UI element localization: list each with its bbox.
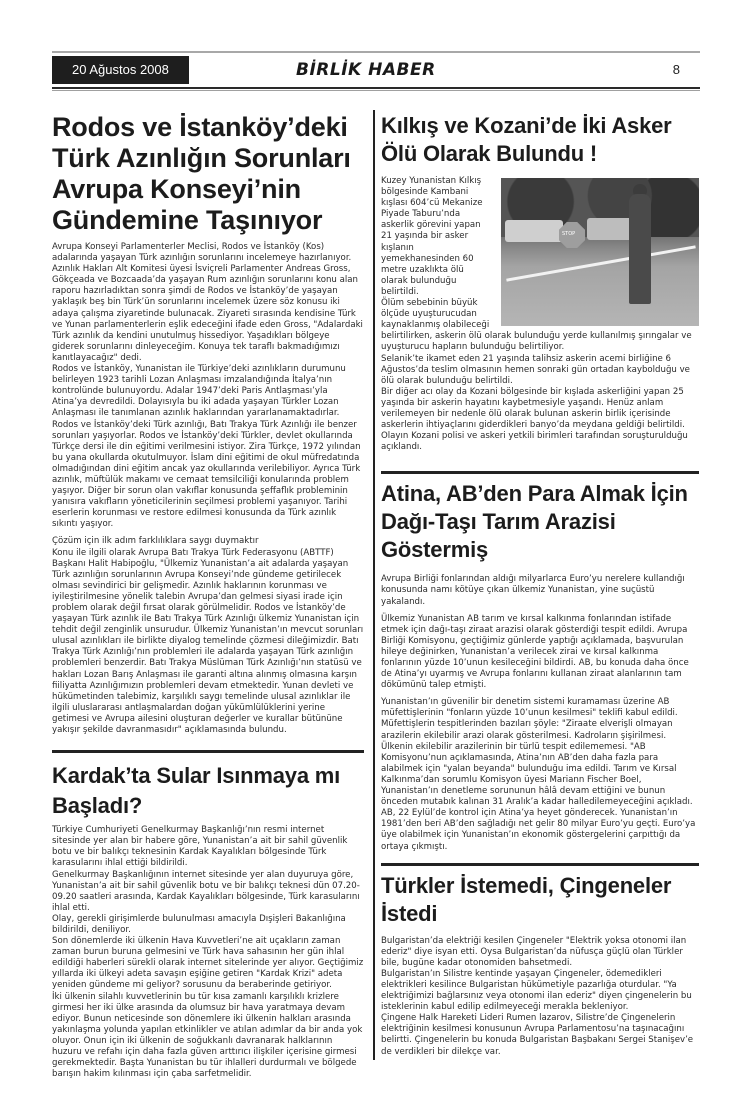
article-paragraph: Yunanistan’ın güvenilir bir denetim sistemi kuramaması üzerine AB müfettişlerinin "fonların yüzde 10’unun kesilmesi" teklifi kabul edildi. Müfettişlerin tespitlerinden bazıları şöyle: "Ziraate elverişli olmayan arazilerin ekilebilir arazi olarak gösterilmesi. Kadroların şişirilmesi. Ülkenin ekilebilir arazilerinin bir türlü tespit edilememesi. "AB Komisyonu’nun açıklamasında, Atina’nın AB’den daha fazla para alabilmek için "yalan beyanda" bulunduğu ima edildi. Tarım ve Kırsal Kalkınma’dan sorumlu Komisyon üyesi Mariann Fischer Boel, Yunanistan’ın denetleme sorununun hâlâ devam ettiğini ve bunun önceden mutabık kalınan 31 Aralık’a kadar halledilemeyeceğini açıkladı. AB, 22 Eylül’de kontrol için Atina’ya heyet gönderecek. Yunanistan’ın 1981’den beri AB’den sağladığı net gelir 80 milyar Euro’yu geçti. Euro’ya üye olabilmek için Yunanistan’ın ekonomik göstergelerini çarpıttığı da ortaya çıkmıştı. <box>381 697 696 852</box>
article-kilkis <box>381 112 699 453</box>
article-turkler <box>381 872 699 1058</box>
article-body <box>52 825 364 1080</box>
article-paragraph: Ölüm sebebinin büyük ölçüde uyuşturucudan kaynaklanmış olabileceği belirtilirken, askerin ölü olarak bulunduğu yerde kullanılmış şırıngalar ve uyuşturucu hapların bulunduğu belirtiliyor. <box>381 298 692 353</box>
article-separator <box>381 863 699 866</box>
news-photo <box>501 178 699 326</box>
article-headline: Rodos ve İstanköy’deki Türk Azınlığın Sorunları Avrupa Konseyi’nin Gündemine Taşınıyor <box>52 112 351 235</box>
right-column <box>381 104 699 1058</box>
article-separator <box>52 750 364 753</box>
photo-soldier <box>629 194 651 304</box>
article-paragraph: Selanik’te ikamet eden 21 yaşında talihsiz askerin acemi birliğine 6 Ağustos’da teslim olmasının hemen sonraki gün ortadan kaybolduğu ve ölü olarak bulunduğu belirtildi. <box>381 353 690 386</box>
article-headline: Kılkış ve Kozani’de İki Asker Ölü Olarak Bulundu ! <box>381 113 672 166</box>
page-number: 8 <box>672 62 680 77</box>
photo-barrier <box>506 245 696 281</box>
article-paragraph: Olay, gerekli girişimlerde bulunulması amacıyla Dışişleri Bakanlığına bildirildi, deniliyor. <box>52 913 346 935</box>
article-paragraph: Bulgaristan’da elektriği kesilen Çingeneler "Elektrik yoksa otonomi ilan ederiz" diye isyan etti. Oysa Bulgaristan’da nüfusça güçlü olan Türkler bile, bugüne kadar otonomiden bahsetmedi. <box>381 935 687 968</box>
article-paragraph: Bir diğer acı olay da Kozani bölgesinde bir kışlada askerliğini yapan 25 yaşında bir askerin hayatını kaybetmesiyle yaşandı. Henüz anlam verilemeyen bir nedenle ölü olarak bulunan askerin birlik içerisinde askerlerin ihtiyaçlarını giderdikleri banyo’da meydana geldiği belirtildi. Olayın Kozani polisi ve askeri yetkili birimleri tarafından soruşturulduğu açıklandı. <box>381 386 688 453</box>
stop-sign-text: STOP <box>562 231 576 237</box>
article-paragraph: Rodos ve İstanköy, Yunanistan ile Türkiye’deki azınlıkların durumunu belirleyen 1923 tarihli Lozan Anlaşması imzalandığında İtalya’nın kontrolünde bulunuyordu. Adalar 1947’deki Paris Antlaşması’yla Atina’ya devredildi. Dolayısıyla bu iki adada yaşayan Türkler Lozan Anlaşması ile tanımlanan azınlık haklarından yararlanamaktadırlar. Rodos ve İstanköy’deki Türk azınlığı, Batı Trakya Türk Azınlığı ile benzer sorunları yaşıyorlar. Rodos ve İstanköy’deki Türkler, devlet okullarında Türkçe dersi ile din eğitimi verilmesini istiyor. Zira Türkçe, 1972 yılından bu yana okullarda okutulmuyor. İslam dini eğitimi de okul müfredatında olmadığından dini eğitim ancak yaz okullarında verilebiliyor. Ayrıca Türk azınlık, müftülük makamı ve cemaat temsilciliği konularında problem yaşıyor. Diğer bir sorun olan vakıflar konusunda şeffaflık probleminin yanısıra vakıfların yöneticilerinin seçilmesi problemi yaşanıyor. Tarihi eserlerin korunması ve restore edilmesi konusunda da Türk azınlık sıkıntı yaşıyor. <box>52 364 361 530</box>
article-paragraph: Konu ile ilgili olarak Avrupa Batı Trakya Türk Federasyonu (ABTTF) Başkanı Halit Habipoğlu, "Ülkemiz Yunanistan’a ait adalarda yaşayan Türk azınlığın sorunlarının Avrupa Konseyi’nde gündeme getirilecek olması sevindirici bir gelişmedir. Azınlık haklarının korunması ve iyileştirilmesine yönelik talebin Avrupa’dan gelmesi siyasi irade için problem olarak değil fırsat olarak görülmelidir. Rodos ve İstanköy’de yaşayan Türk azınlık ile Batı Trakya Türk Azınlığı ülkemiz Yunanistan için tehdit değil zenginlik unsurudur. Ülkemiz Yunanistan’ın mevcut sorunları ulusal azınlıkları ile birlikte diyalog temelinde çözmesi dileğimizdir. Batı Trakya Türk Azınlığı’nın problemleri ile adalarda yaşayan Türk azınlığın problemleri benzerdir. Batı Trakya Müslüman Türk Azınlığı’nın statüsü ve hakları Lozan Barış Anlaşması ile garanti altına alınmış olmasına karşın fiiliyatta Azınlığımızın problemleri devam etmektedir. Yunan devleti ve hükümetinden talebimiz, karşılıklı saygı temelinde ulusal azınlıklar ile ilgili uluslararası antlaşmalardan doğan yükümlülüklerini yerine getimesi ve Avrupa ailesini oluşturan değerler ve kurallar bütününe yakışır şekilde davranmasıdır" açıklamasında bulundu. <box>52 547 364 736</box>
article-atina <box>381 480 699 852</box>
article-paragraph: Son dönemlerde iki ülkenin Hava Kuvvetleri’ne ait uçakların zaman zaman burun buruna gelmesini ve Türk hava sahasının her gün ihlal edildiği haberleri sürekli olarak internet sitelerinde yer alıyor. Geçtiğimiz yıllarda iki ülkeyi adeta savaşın eşiğine getiren "Kardak Krizi" adeta yeniden gündeme mi geliyor? sorusunu da beraberinde getiriyor. <box>52 936 364 991</box>
article-paragraph: Ülkemiz Yunanistan AB tarım ve kırsal kalkınma fonlarından istifade etmek için dağı-taşı ziraat arazisi olarak gösterdiği tespit edildi. Avrupa Birliği Komisyonu, geçtiğimiz günlerde yaptığı açıklamada, başvurulan hileye değinirken, Yunanistan’a verilecek zirai ve kırsal kalkınma fonlarının yüzde 10’unun kesileceğini bildirdi. AB, bu konuda daha önce de Atina’yı uyarmış ve Avrupa fonlarını kullanan ziraat alanlarının tam dökümünü talep etmişti. <box>381 613 689 691</box>
article-paragraph: Türkiye Cumhuriyeti Genelkurmay Başkanlığı’nın resmi internet sitesinde yer alan bir habere göre, Yunanistan’a ait bir sahil güvenlik botu ve bir balıkçı teknesinin Kardak Kayalıkları bölgesinde Türk karasularını ihlal ettiği bildirildi. <box>52 825 348 869</box>
article-paragraph: Genelkurmay Başkanlığının internet sitesinde yer alan duyuruya göre, Yunanistan’a ait bir sahil güvenlik botu ve bir balıkçı teknesi dün 07.20-09.20 saatleri arasında, Kardak Kayalıkları bölgesinde, Türk karasularını ihlal etti. <box>52 869 360 913</box>
article-subheading: Çözüm için ilk adım farklılıklara saygı duymaktır <box>52 536 259 547</box>
article-paragraph: Bulgaristan’ın Silistre kentinde yaşayan Çingeneler, ödemedikleri elektrikleri kesilince Bulgaristan hükümetiyle pazarlığa oturdular. "Ya elektriğimizi bağlarsınız veya otonomi ilan ederiz" diyen çingenelerin bu isteklerinin kabul edilip edilmeyeceği merakla bekleniyor. <box>381 968 692 1013</box>
article-paragraph: Kuzey Yunanistan Kılkış bölgesinde Kambani kışlası 604’cü Mekanize Piyade Taburu’nda askerlik görevini yapan 21 yaşında bir asker kışlanın yemekhanesinden 60 metre uzaklıkta ölü olarak bulunduğu belirtildi. <box>381 176 483 297</box>
article-paragraph: Avrupa Konseyi Parlamenterler Meclisi, Rodos ve İstanköy (Kos) adalarında yaşayan Türk azınlığın sorunlarını incelemeye hazırlanıyor. Azınlık Hakları Alt Komitesi üyesi İsviçreli Parlamenter Andreas Gross, Gökçeada ve Bozcaada’da yaşayan Rum azınlığın sorunlarını konu alan raporu hazırladıktan sonra şimdi de Rodos ve İstanköy’de yaşayan yaklaşık beş bin Türk’ün sorunlarını incelemek üzere söz konusu iki adaya çalışma ziyaretinde bulunacak. Ziyareti sırasında kendisine Türk ve Yunan parlamenterlerin eşlik edeceğini ifade eden Gross, "Adalardaki Türk azınlık da kendini unutulmuş hissediyor. Yaşadıkları bölgeye giderek sorunlarını dinleyeceğim. Konuya tek taraflı bakmadığımızı kanıtlayacağız" dedi. <box>52 242 363 363</box>
article-separator <box>381 471 699 474</box>
article-headline: Türkler İstemedi, Çingeneler İstedi <box>381 872 672 926</box>
article-body <box>381 936 699 1058</box>
article-headline: Kardak’ta Sular Isınmaya mı Başladı? <box>52 763 341 819</box>
article-body <box>381 574 699 852</box>
article-body <box>52 242 364 736</box>
column-divider <box>373 110 375 1060</box>
masthead-bottom-rule <box>52 87 700 91</box>
article-paragraph: Avrupa Birliği fonlarından aldığı milyarlarca Euro’yu nerelere kullandığı konusunda namı kötüye çıkan ülkemiz Yunanistan, yine suçüstü yakalandı. <box>381 574 685 607</box>
article-headline: Atina, AB’den Para Almak İçin Dağı-Taşı Tarım Arazisi Göstermiş <box>381 481 688 563</box>
left-column <box>52 104 364 1080</box>
article-rodos <box>52 112 364 736</box>
masthead <box>52 55 700 85</box>
photo-car <box>505 220 563 242</box>
article-paragraph: İki ülkenin silahlı kuvvetlerinin bu tür kısa zamanlı karşılıklı krizlere girmesi her iki ülke arasında da olumsuz bir hava yaratmaya devam ediyor. Bunun neticesinde son dönemlere iki ülkenin halkları arasında yakınlaşma yolunda yapılan etkinlikler ve atılan adımlar da bir anda yok oluyor. Onun için iki ülkenin de soğukkanlı davranarak halklarının huzuru ve refahı için daha fazla güven arttırıcı ilişkiler içerisine girmesi gerekmektedir. Başta Yunanistan bu tür ihlalleri durdurmalı ve bölgede barışın hakim kılınması için çaba sarfetmelidir. <box>52 991 363 1080</box>
article-paragraph: Çingene Halk Hareketi Lideri Rumen lazarov, Silistre’de Çingenelerin elektriğinin kesilmesi konusunun Avrupa Parlamentosu’na taşınacağını belirtti. Çingenelerin bu konuda Bulgaristan Başbakanı Sergei Stanişev’e de verdikleri bir dilekçe var. <box>381 1013 694 1057</box>
masthead-top-rule <box>52 51 700 53</box>
issue-date: 20 Ağustos 2008 <box>52 56 189 84</box>
article-kardak <box>52 761 364 1080</box>
newspaper-name: BİRLİK HABER <box>296 60 436 80</box>
